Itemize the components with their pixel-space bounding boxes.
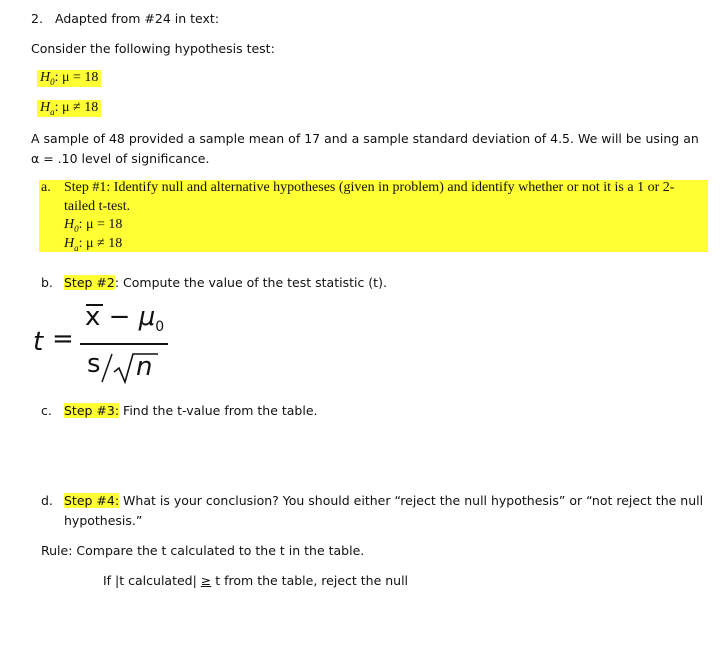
part-a-alternative-hypothesis: $H_a$: μ ≠ 18 xyxy=(64,236,123,253)
problem-intro: Consider the following hypothesis test: xyxy=(31,41,275,56)
alternative-hypothesis: $H_a$: μ ≠ 18 xyxy=(37,100,101,117)
greater-equal-symbol: ≥ xyxy=(200,573,212,588)
problem-number: 2. xyxy=(31,11,43,26)
null-hypothesis: $H_0$: μ = 18 xyxy=(37,70,101,87)
formula-n: n xyxy=(136,352,153,382)
part-c-step-label: Step #3: xyxy=(64,403,120,418)
part-d-line1: Step #4: What is your conclusion? You should either “reject the null hypothesis” or “not reject the null xyxy=(64,493,704,508)
part-a-line2: tailed t-test. xyxy=(64,199,131,214)
formula-denominator: s xyxy=(87,349,101,379)
rule-text: Rule: Compare the t calculated to the t in the table. xyxy=(41,543,365,558)
part-c-text: Step #3: Find the t-value from the table. xyxy=(64,403,318,418)
sample-description-line2: α = .10 level of significance. xyxy=(31,151,210,166)
part-b-letter: b. xyxy=(41,275,53,290)
part-b-text: Step #2: Compute the value of the test statistic (t). xyxy=(64,275,387,290)
rule-condition: If |t calculated| ≥ t from the table, reject the null xyxy=(103,573,409,588)
part-c-letter: c. xyxy=(41,403,52,418)
part-a-line1: Step #1: Identify null and alternative hypotheses (given in problem) and identify whether or not it is a 1 or 2- xyxy=(64,180,675,195)
part-d-letter: d. xyxy=(41,493,53,508)
sample-description-line1: A sample of 48 provided a sample mean of 17 and a sample standard deviation of 4.5. We will be using an xyxy=(31,131,699,146)
part-d-line2: hypothesis.” xyxy=(64,513,143,528)
part-d-step-label: Step #4: xyxy=(64,493,120,508)
formula-numerator: $x - \mu_0$ xyxy=(85,302,165,336)
part-a-null-hypothesis: $H_0$: μ = 18 xyxy=(64,217,123,234)
problem-title: Adapted from #24 in text: xyxy=(55,11,220,26)
formula-equals: = xyxy=(52,324,74,354)
part-b-step-label: Step #2 xyxy=(64,275,115,290)
fraction-bar xyxy=(80,343,168,345)
formula-t: t xyxy=(33,327,44,357)
part-a-letter: a. xyxy=(41,180,51,195)
